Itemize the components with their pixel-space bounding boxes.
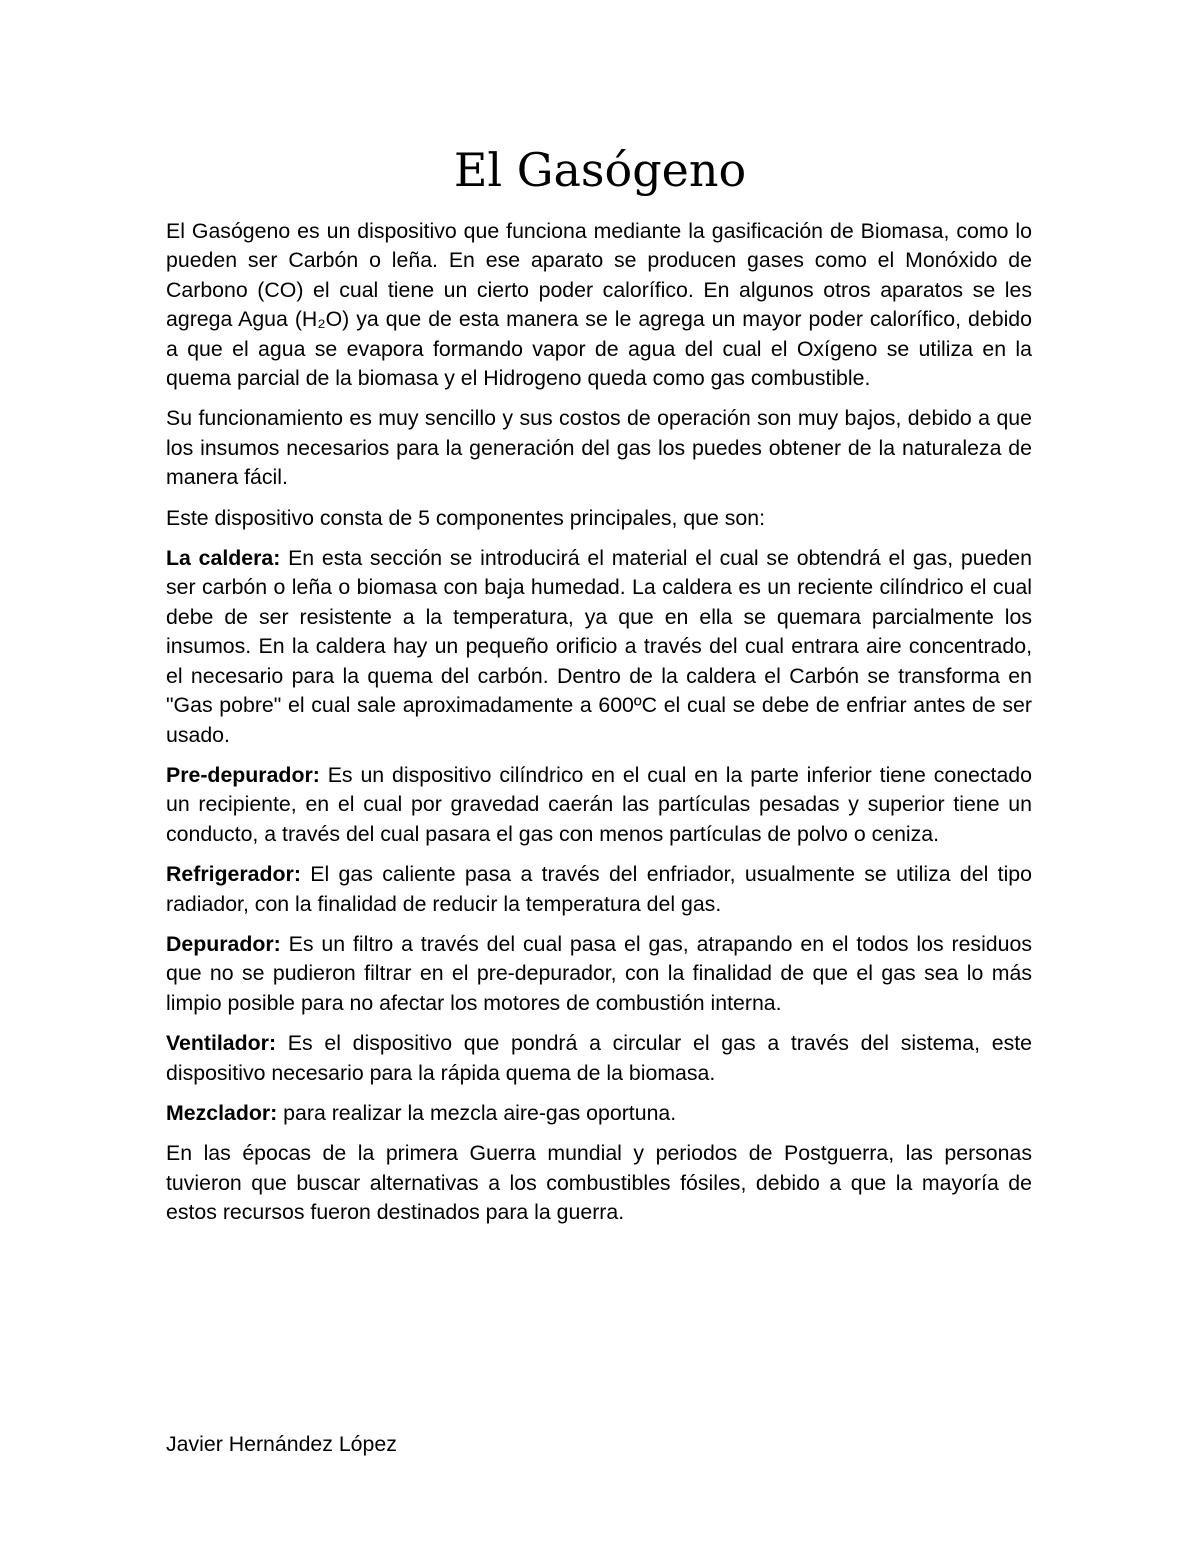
component-description: El gas caliente pasa a través del enfriador, usualmente se utiliza del tipo radiador, con la finalidad de reducir la temperatura del gas. xyxy=(166,862,1032,916)
component-term: Mezclador: xyxy=(166,1100,278,1125)
component-description: Es un filtro a través del cual pasa el gas, atrapando en el todos los residuos que no se pudieron filtrar en el pre-depurador, con la finalidad de que el gas sea lo más limpio posible para no afectar los motores de combustión interna. xyxy=(166,931,1032,1015)
component-term: Ventilador: xyxy=(166,1031,277,1056)
document-body xyxy=(166,217,1032,1239)
component-paragraph xyxy=(166,1029,1032,1088)
intro-paragraph: El Gasógeno es un dispositivo que funciona mediante la gasificación de Biomasa, como lo pueden ser Carbón o leña. En ese aparato se producen gases como el Monóxido de Carbono (CO) el cual tiene un cierto poder calorífico. En algunos otros aparatos se les agrega Agua (H₂O) ya que de esta manera se le agrega un mayor poder calorífico, debido a que el agua se evapora formando vapor de agua del cual el Oxígeno se utiliza en la quema parcial de la biomasa y el Hidrogeno queda como gas combustible. xyxy=(166,219,1032,391)
component-description: para realizar la mezcla aire-gas oportuna. xyxy=(277,1100,677,1125)
component-paragraph xyxy=(166,1099,1032,1128)
component-term: La caldera: xyxy=(166,546,281,571)
author-name: Javier Hernández López xyxy=(166,1432,397,1456)
document-title: El Gasógeno xyxy=(453,143,747,197)
component-paragraph xyxy=(166,761,1032,849)
component-term: Pre-depurador: xyxy=(166,762,320,787)
component-description: Es el dispositivo que pondrá a circular el gas a través del sistema, este dispositivo necesario para la rápida quema de la biomasa. xyxy=(166,1031,1032,1085)
component-term: Depurador: xyxy=(166,931,281,956)
closing-paragraph: En las épocas de la primera Guerra mundial y periodos de Postguerra, las personas tuvieron que buscar alternativas a los combustibles fósiles, debido a que la mayoría de estos recursos fueron destinados para la guerra. xyxy=(166,1141,1032,1225)
intro-paragraph: Este dispositivo consta de 5 componentes principales, que son: xyxy=(166,505,766,530)
component-paragraph xyxy=(166,930,1032,1018)
component-term: Refrigerador: xyxy=(166,862,301,887)
component-description: Es un dispositivo cilíndrico en el cual en la parte inferior tiene conectado un recipiente, en el cual por gravedad caerán las partículas pesadas y superior tiene un conducto, a través del cual pasara el gas con menos partículas de polvo o ceniza. xyxy=(166,762,1032,846)
component-paragraph xyxy=(166,860,1032,919)
intro-paragraph: Su funcionamiento es muy sencillo y sus costos de operación son muy bajos, debido a que los insumos necesarios para la generación del gas los puedes obtener de la naturaleza de manera fácil. xyxy=(166,406,1032,490)
component-description: En esta sección se introducirá el material el cual se obtendrá el gas, pueden ser carbón o leña o biomasa con baja humedad. La caldera es un reciente cilíndrico el cual debe de ser resistente a la temperatura, ya que en ella se quemara parcialmente los insumos. En la caldera hay un pequeño orificio a través del cual entrara aire concentrado, el necesario para la quema del carbón. Dentro de la caldera el Carbón se transforma en "Gas pobre" el cual sale aproximadamente a 600ºC el cual se debe de enfriar antes de ser usado. xyxy=(166,546,1032,747)
component-paragraph xyxy=(166,544,1032,750)
